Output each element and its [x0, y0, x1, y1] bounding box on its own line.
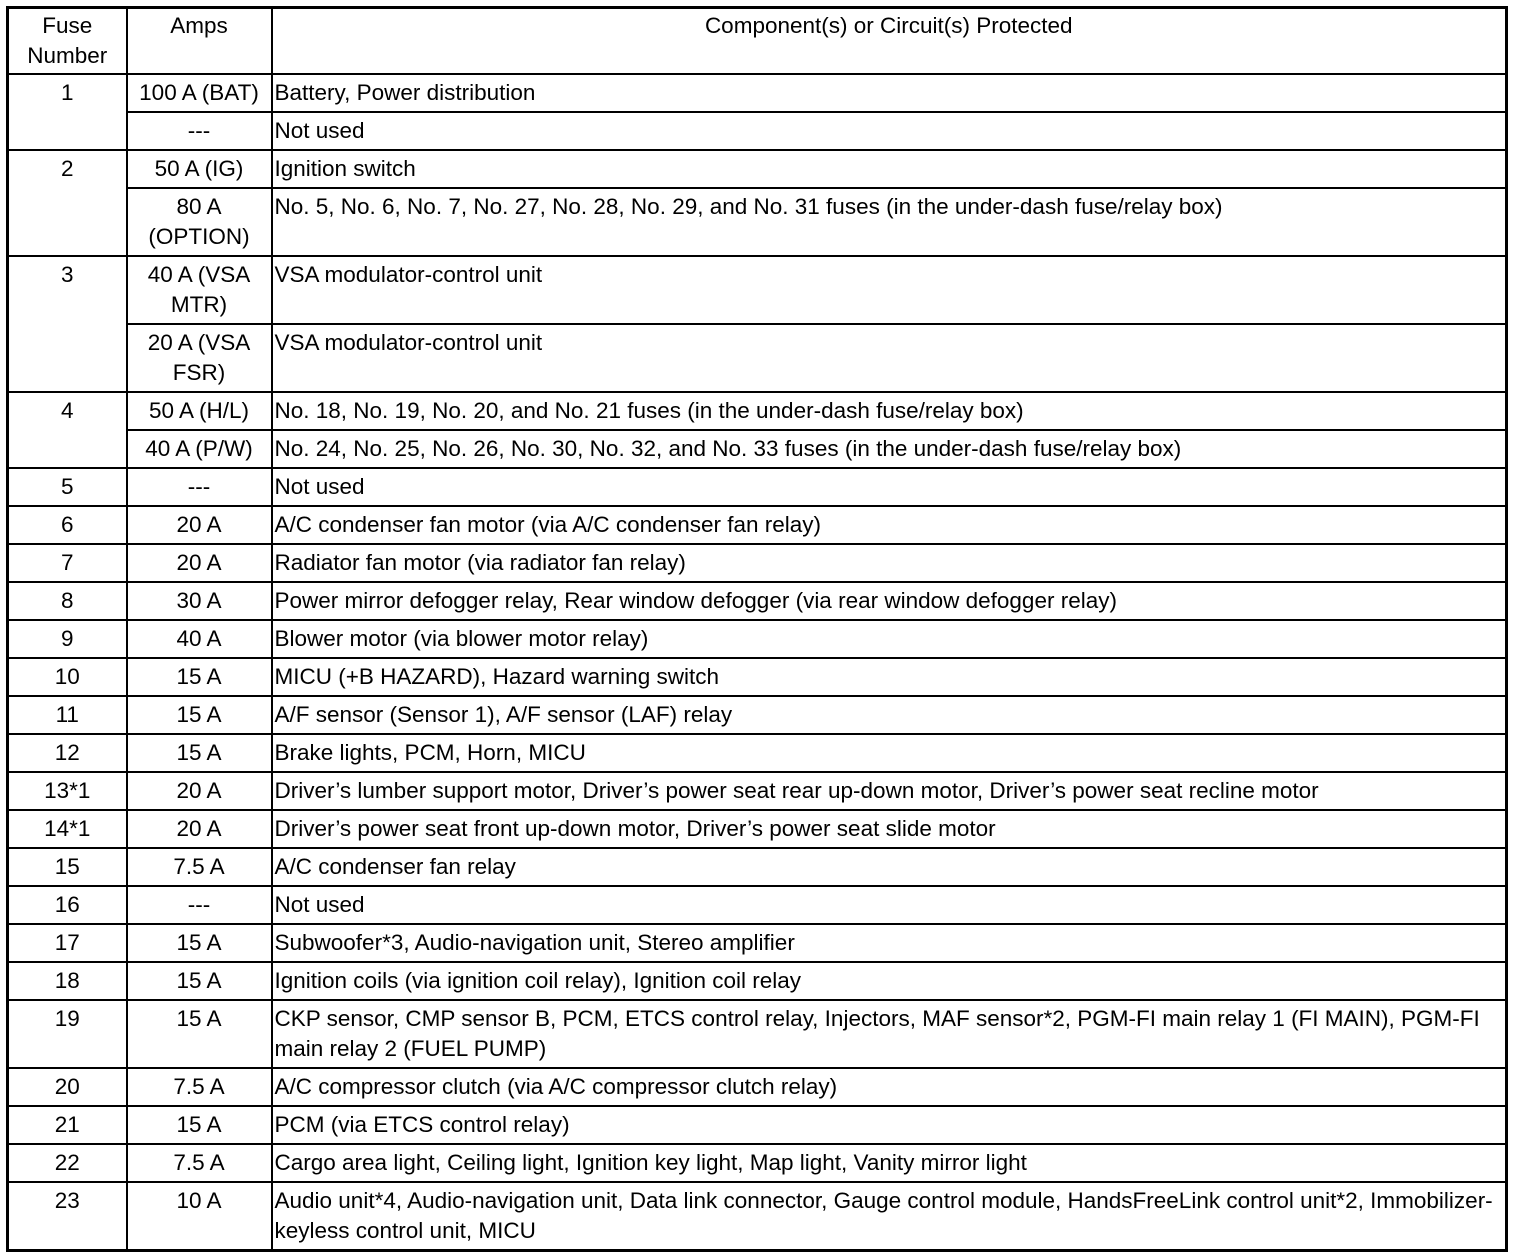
table-row — [8, 886, 1507, 924]
table-row — [8, 924, 1507, 962]
component-cell: PCM (via ETCS control relay) — [272, 1106, 1507, 1144]
table-header — [8, 8, 1507, 75]
fuse-number-cell: 1 — [8, 74, 127, 150]
amps-cell: 30 A — [127, 582, 272, 620]
table-row — [8, 1068, 1507, 1106]
fuse-number-cell: 2 — [8, 150, 127, 256]
table-row — [8, 74, 1507, 112]
amps-cell: --- — [127, 468, 272, 506]
fuse-number-cell: 11 — [8, 696, 127, 734]
amps-cell: 50 A (H/L) — [127, 392, 272, 430]
amps-cell: 80 A (OPTION) — [127, 188, 272, 256]
table-row — [8, 324, 1507, 392]
fuse-number-cell: 12 — [8, 734, 127, 772]
amps-cell: 40 A (VSA MTR) — [127, 256, 272, 324]
component-cell: Not used — [272, 112, 1507, 150]
amps-cell: 20 A — [127, 772, 272, 810]
amps-cell: 100 A (BAT) — [127, 74, 272, 112]
fuse-number-cell: 6 — [8, 506, 127, 544]
component-cell: Cargo area light, Ceiling light, Ignition key light, Map light, Vanity mirror light — [272, 1144, 1507, 1182]
fuse-number-cell: 19 — [8, 1000, 127, 1068]
amps-cell: 15 A — [127, 658, 272, 696]
component-cell: Power mirror defogger relay, Rear window defogger (via rear window defogger relay) — [272, 582, 1507, 620]
component-cell: Not used — [272, 886, 1507, 924]
fuse-number-cell: 17 — [8, 924, 127, 962]
amps-cell: 40 A (P/W) — [127, 430, 272, 468]
component-cell: Ignition coils (via ignition coil relay), Ignition coil relay — [272, 962, 1507, 1000]
amps-cell: 15 A — [127, 696, 272, 734]
amps-cell: 7.5 A — [127, 1144, 272, 1182]
amps-cell: 7.5 A — [127, 848, 272, 886]
fuse-number-cell: 5 — [8, 468, 127, 506]
table-row — [8, 1144, 1507, 1182]
table-row — [8, 848, 1507, 886]
table-row — [8, 1106, 1507, 1144]
table-row — [8, 112, 1507, 150]
component-cell: Not used — [272, 468, 1507, 506]
table-row — [8, 1000, 1507, 1068]
fuse-number-cell: 22 — [8, 1144, 127, 1182]
component-cell: Battery, Power distribution — [272, 74, 1507, 112]
table-row — [8, 658, 1507, 696]
header-fuse-number: Fuse Number — [8, 8, 127, 75]
component-cell: No. 5, No. 6, No. 7, No. 27, No. 28, No. 29, and No. 31 fuses (in the under-dash fuse/relay box) — [272, 188, 1507, 256]
component-cell: VSA modulator-control unit — [272, 324, 1507, 392]
amps-cell: 50 A (IG) — [127, 150, 272, 188]
amps-cell: 7.5 A — [127, 1068, 272, 1106]
fuse-number-cell: 9 — [8, 620, 127, 658]
component-cell: Ignition switch — [272, 150, 1507, 188]
table-row — [8, 392, 1507, 430]
component-cell: No. 24, No. 25, No. 26, No. 30, No. 32, and No. 33 fuses (in the under-dash fuse/relay box) — [272, 430, 1507, 468]
amps-cell: 40 A — [127, 620, 272, 658]
fuse-number-cell: 14*1 — [8, 810, 127, 848]
amps-cell: 10 A — [127, 1182, 272, 1251]
amps-cell: 20 A — [127, 544, 272, 582]
table-row — [8, 696, 1507, 734]
amps-cell: --- — [127, 112, 272, 150]
component-cell: Radiator fan motor (via radiator fan relay) — [272, 544, 1507, 582]
amps-cell: 20 A (VSA FSR) — [127, 324, 272, 392]
table-row — [8, 1182, 1507, 1251]
fuse-number-cell: 15 — [8, 848, 127, 886]
component-cell: A/C condenser fan motor (via A/C condenser fan relay) — [272, 506, 1507, 544]
amps-cell: --- — [127, 886, 272, 924]
table-row — [8, 430, 1507, 468]
table-row — [8, 620, 1507, 658]
amps-cell: 15 A — [127, 1000, 272, 1068]
table-row — [8, 734, 1507, 772]
header-row — [8, 8, 1507, 75]
amps-cell: 15 A — [127, 962, 272, 1000]
amps-cell: 15 A — [127, 734, 272, 772]
table-row — [8, 582, 1507, 620]
amps-cell: 15 A — [127, 1106, 272, 1144]
component-cell: Driver’s lumber support motor, Driver’s power seat rear up-down motor, Driver’s power seat recline motor — [272, 772, 1507, 810]
fuse-number-cell: 21 — [8, 1106, 127, 1144]
component-cell: MICU (+B HAZARD), Hazard warning switch — [272, 658, 1507, 696]
amps-cell: 15 A — [127, 924, 272, 962]
table-row — [8, 150, 1507, 188]
component-cell: A/C compressor clutch (via A/C compressor clutch relay) — [272, 1068, 1507, 1106]
header-component: Component(s) or Circuit(s) Protected — [272, 8, 1507, 75]
component-cell: CKP sensor, CMP sensor B, PCM, ETCS control relay, Injectors, MAF sensor*2, PGM-FI main relay 1 (FI MAIN), PGM-FI main relay 2 (FUEL PUMP) — [272, 1000, 1507, 1068]
amps-cell: 20 A — [127, 810, 272, 848]
fuse-number-cell: 7 — [8, 544, 127, 582]
table-row — [8, 188, 1507, 256]
component-cell: No. 18, No. 19, No. 20, and No. 21 fuses (in the under-dash fuse/relay box) — [272, 392, 1507, 430]
table-row — [8, 810, 1507, 848]
component-cell: Subwoofer*3, Audio-navigation unit, Stereo amplifier — [272, 924, 1507, 962]
table-row — [8, 506, 1507, 544]
component-cell: VSA modulator-control unit — [272, 256, 1507, 324]
amps-cell: 20 A — [127, 506, 272, 544]
fuse-table — [6, 6, 1508, 1252]
component-cell: A/F sensor (Sensor 1), A/F sensor (LAF) relay — [272, 696, 1507, 734]
table-row — [8, 772, 1507, 810]
table-row — [8, 962, 1507, 1000]
fuse-number-cell: 8 — [8, 582, 127, 620]
fuse-number-cell: 10 — [8, 658, 127, 696]
table-row — [8, 256, 1507, 324]
table-body — [8, 74, 1507, 1251]
table-row — [8, 468, 1507, 506]
fuse-number-cell: 16 — [8, 886, 127, 924]
fuse-number-cell: 18 — [8, 962, 127, 1000]
fuse-number-cell: 3 — [8, 256, 127, 392]
component-cell: A/C condenser fan relay — [272, 848, 1507, 886]
table-row — [8, 544, 1507, 582]
fuse-number-cell: 4 — [8, 392, 127, 468]
fuse-number-cell: 23 — [8, 1182, 127, 1251]
header-amps: Amps — [127, 8, 272, 75]
fuse-number-cell: 13*1 — [8, 772, 127, 810]
component-cell: Blower motor (via blower motor relay) — [272, 620, 1507, 658]
component-cell: Driver’s power seat front up-down motor, Driver’s power seat slide motor — [272, 810, 1507, 848]
component-cell: Audio unit*4, Audio-navigation unit, Data link connector, Gauge control module, HandsFreeLink control unit*2, Immobilizer-keyless control unit, MICU — [272, 1182, 1507, 1251]
fuse-number-cell: 20 — [8, 1068, 127, 1106]
component-cell: Brake lights, PCM, Horn, MICU — [272, 734, 1507, 772]
